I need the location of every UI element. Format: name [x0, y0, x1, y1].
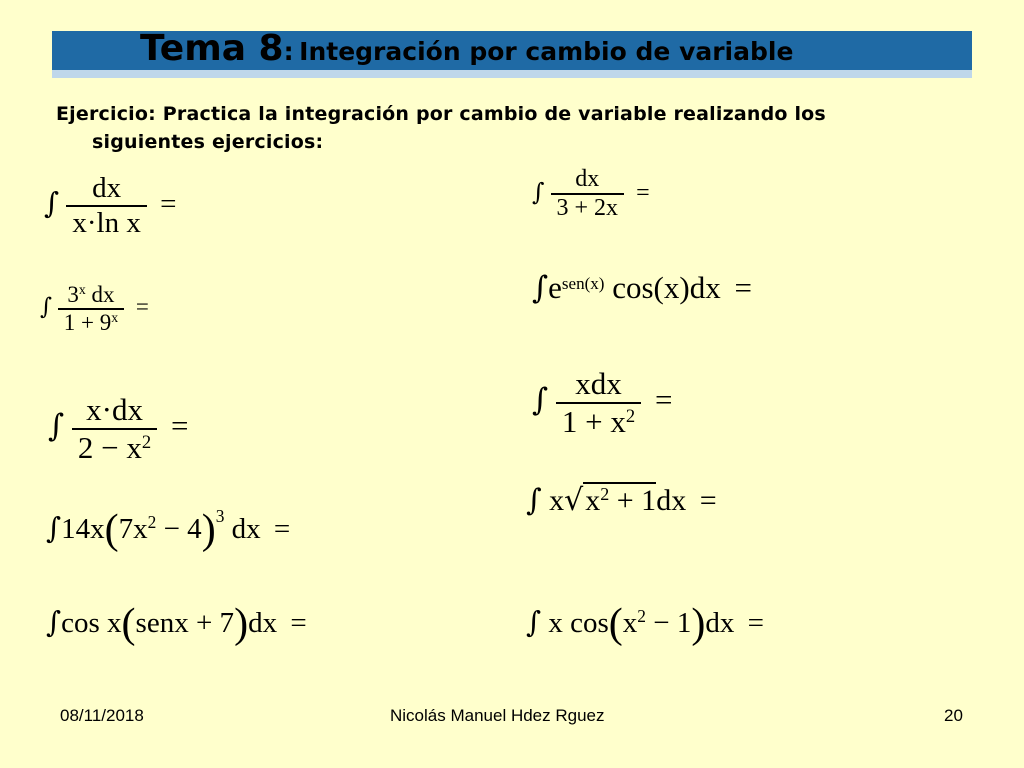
inner-exponent: 2: [637, 606, 646, 627]
equals-sign: =: [734, 270, 752, 305]
left-paren: (: [608, 601, 623, 647]
differential: dx: [248, 606, 278, 639]
integral-sign: ∫: [46, 510, 62, 545]
left-paren: (: [104, 507, 119, 553]
equals-sign: =: [170, 408, 189, 444]
equals-sign: =: [699, 484, 717, 517]
formula-3: [40, 282, 155, 336]
integral-sign: ∫: [532, 270, 549, 306]
title-colon: :: [283, 37, 294, 66]
radical-sign: √: [564, 483, 584, 518]
denominator: $1 + x^2$: [561, 404, 636, 439]
inner-constant: − 4: [156, 512, 202, 545]
exercise-line-2: siguientes ejercicios:: [92, 131, 324, 153]
equals-sign: =: [747, 606, 764, 639]
title-subtitle: Integración por cambio de variable: [299, 37, 794, 66]
prefactor: cos x: [61, 606, 122, 639]
denominator: 3 + 2x: [556, 195, 619, 221]
formula-7: [46, 506, 296, 554]
fraction: [66, 172, 146, 240]
denominator: $1 + 9^x$: [63, 310, 119, 335]
equals-sign: =: [636, 179, 650, 206]
denominator: $2 - x^2$: [77, 430, 152, 465]
inner-constant: − 1: [646, 606, 692, 639]
fraction: [72, 392, 157, 466]
left-paren: (: [121, 601, 136, 647]
equals-sign: =: [135, 294, 149, 320]
numerator: x·dx: [86, 392, 143, 427]
title-main: Tema 8: [140, 28, 284, 69]
integral-sign: ∫: [44, 185, 60, 220]
differential: dx: [224, 512, 261, 545]
formula-9: [46, 600, 313, 648]
differential: dx: [656, 484, 687, 517]
formula-5: [48, 392, 194, 466]
numerator: 3$^x$ dx: [67, 282, 115, 307]
exercise-statement: [56, 100, 976, 156]
footer-author: Nicolás Manuel Hdez Rguez: [390, 706, 605, 725]
outer-exponent: 3: [215, 506, 225, 527]
right-paren: ): [691, 601, 706, 647]
exponent: sen(x): [561, 273, 605, 293]
differential: dx: [705, 606, 735, 639]
inner-exponent: 2: [147, 512, 157, 533]
numerator: xdx: [575, 366, 622, 401]
equals-sign: =: [273, 512, 291, 545]
title-underline: [52, 70, 972, 78]
fraction: [556, 366, 641, 440]
right-paren: ): [201, 507, 216, 553]
right-paren: ): [234, 601, 249, 647]
prefactor: x cos: [548, 606, 609, 639]
footer-page-number: 20: [944, 706, 963, 725]
exercise-line-1: Ejercicio: Practica la integración por cambio de variable realizando los: [56, 103, 826, 125]
numerator: dx: [92, 172, 122, 204]
integral-sign: ∫: [48, 408, 65, 445]
integral-sign: ∫: [526, 604, 542, 639]
integral-sign: ∫: [526, 483, 542, 518]
inner-term: x: [622, 606, 638, 639]
radicand: $x^2 + 1$: [585, 484, 657, 517]
fraction: [551, 166, 625, 222]
formula-1: [44, 172, 182, 240]
integral-sign: ∫: [40, 294, 52, 321]
prefactor: x: [549, 484, 565, 517]
integral-sign: ∫: [532, 177, 545, 206]
equals-sign: =: [654, 382, 673, 418]
footer-date: 08/11/2018: [60, 706, 144, 725]
formula-2: [532, 166, 656, 222]
fraction: [58, 282, 124, 336]
integrand-rest: cos(x)dx: [604, 270, 721, 305]
inner-expression: senx + 7: [135, 606, 235, 639]
numerator: dx: [575, 166, 600, 192]
slide-title: [140, 28, 793, 69]
formula-6: [532, 366, 678, 440]
integral-sign: ∫: [532, 382, 549, 419]
inner-term: 7x: [118, 512, 148, 545]
equals-sign: =: [160, 187, 177, 220]
exp-base: e: [548, 270, 562, 305]
denominator: x·ln x: [72, 207, 141, 239]
formula-4: [532, 270, 758, 306]
coefficient: 14x: [61, 512, 105, 545]
equals-sign: =: [290, 606, 307, 639]
integral-sign: ∫: [46, 604, 62, 639]
formula-10: [526, 600, 770, 648]
formula-8: [526, 482, 723, 518]
